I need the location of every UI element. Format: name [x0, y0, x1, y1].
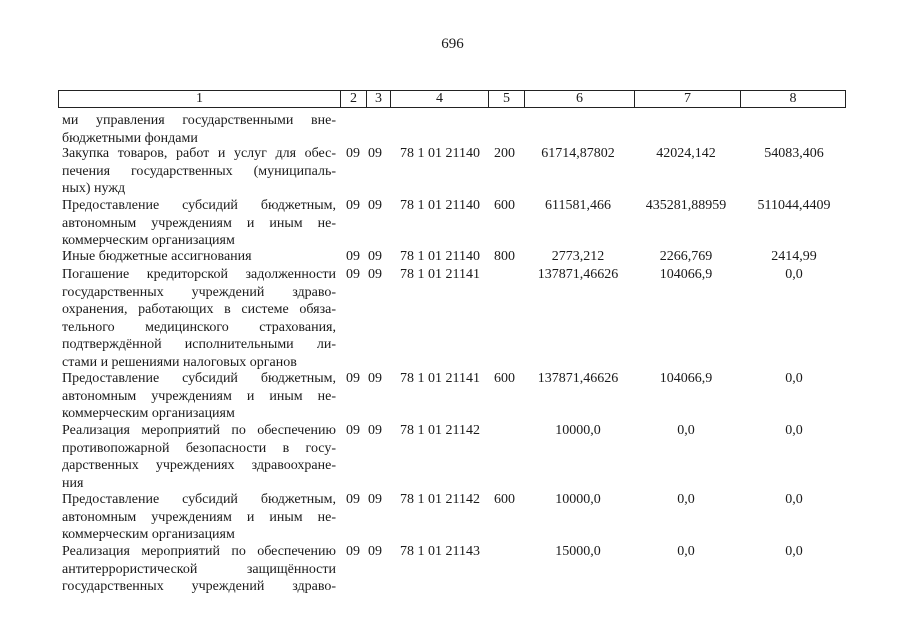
cell-col-6: 137871,46626 — [537, 267, 619, 282]
cell-col-2: 09 — [346, 146, 360, 161]
description-line: Закупка товаров, работ и услуг для обес- — [62, 146, 336, 161]
cell-col-2: 09 — [346, 249, 360, 264]
cell-col-6: 137871,46626 — [537, 371, 619, 386]
cell-col-2: 09 — [346, 198, 360, 213]
cell-col-2: 09 — [346, 371, 360, 386]
description-line: ных) нужд — [62, 181, 126, 196]
row-description — [62, 248, 336, 266]
cell-col-5: 600 — [494, 198, 515, 213]
cell-col-3: 09 — [368, 249, 382, 264]
description-line: государственных учреждений здраво- — [62, 284, 336, 300]
cell-col-4: 78 1 01 21141 — [400, 371, 480, 386]
description-line: подтверждённой исполнительными ли- — [62, 337, 336, 352]
cell-col-5: 200 — [494, 146, 515, 161]
cell-col-3: 09 — [368, 544, 382, 559]
cell-col-7: 435281,88959 — [645, 198, 727, 213]
row-description — [62, 491, 336, 544]
cell-col-3: 09 — [368, 267, 382, 282]
cell-col-3: 09 — [368, 492, 382, 507]
row-description — [62, 197, 336, 250]
description-line: Иные бюджетные ассигнования — [62, 249, 252, 264]
description-line: стами и решениями налоговых органов — [62, 354, 297, 370]
description-line: бюджетными фондами — [62, 130, 198, 146]
description-line: антитеррористической защищённости — [62, 561, 336, 577]
cell-col-7: 2266,769 — [659, 249, 713, 264]
cell-col-4: 78 1 01 21143 — [400, 544, 480, 559]
cell-col-3: 09 — [368, 146, 382, 161]
row-description — [62, 145, 336, 198]
table-header — [58, 90, 846, 108]
cell-col-6: 10000,0 — [555, 492, 601, 507]
cell-col-8: 0,0 — [785, 371, 803, 386]
description-line: тельного медицинского страхования, — [62, 319, 336, 335]
description-line: Предоставление субсидий бюджетным, — [62, 198, 336, 213]
cell-col-6: 10000,0 — [555, 423, 601, 438]
cell-col-5: 800 — [494, 249, 515, 264]
cell-col-8: 0,0 — [785, 492, 803, 507]
cell-col-4: 78 1 01 21140 — [400, 198, 480, 213]
description-line: автономным учреждениям и иным не- — [62, 509, 336, 525]
cell-col-7: 0,0 — [677, 423, 695, 438]
cell-col-8: 0,0 — [785, 267, 803, 282]
row-description — [62, 422, 336, 492]
header-col-5: 5 — [488, 91, 524, 107]
page-number: 696 — [441, 36, 464, 52]
cell-col-7: 0,0 — [677, 544, 695, 559]
cell-col-2: 09 — [346, 267, 360, 282]
header-col-8: 8 — [740, 91, 845, 107]
header-col-3: 3 — [366, 91, 390, 107]
header-col-7: 7 — [634, 91, 740, 107]
description-line: государственных учреждений здраво- — [62, 579, 336, 594]
cell-col-5: 600 — [494, 371, 515, 386]
cell-col-7: 42024,142 — [656, 146, 716, 161]
header-col-2: 2 — [340, 91, 366, 107]
description-line: Погашение кредиторской задолженности — [62, 267, 336, 282]
description-line: противопожарной безопасности в госу- — [62, 440, 336, 456]
cell-col-3: 09 — [368, 423, 382, 438]
description-line: Реализация мероприятий по обеспечению — [62, 423, 336, 438]
cell-col-2: 09 — [346, 423, 360, 438]
description-line: автономным учреждениям и иным не- — [62, 215, 336, 231]
row-description — [62, 370, 336, 423]
description-line: Предоставление субсидий бюджетным, — [62, 492, 336, 507]
cell-col-4: 78 1 01 21140 — [400, 249, 480, 264]
cell-col-4: 78 1 01 21142 — [400, 492, 480, 507]
header-col-1: 1 — [196, 91, 203, 106]
cell-col-3: 09 — [368, 371, 382, 386]
cell-col-6: 611581,466 — [545, 198, 611, 213]
description-line: печения государственных (муниципаль- — [62, 163, 336, 179]
description-line: автономным учреждениям и иным не- — [62, 388, 336, 404]
cell-col-2: 09 — [346, 492, 360, 507]
header-col-4: 4 — [390, 91, 488, 107]
description-line: ния — [62, 475, 84, 491]
cell-col-8: 0,0 — [785, 544, 803, 559]
description-line: коммерческим организациям — [62, 406, 235, 421]
cell-col-6: 2773,212 — [551, 249, 605, 264]
cell-col-4: 78 1 01 21142 — [400, 423, 480, 438]
row-description — [62, 543, 336, 596]
description-line: Предоставление субсидий бюджетным, — [62, 371, 336, 386]
cell-col-8: 511044,4409 — [757, 198, 831, 213]
row-description — [62, 112, 336, 147]
cell-col-8: 2414,99 — [771, 249, 817, 264]
header-col-6: 6 — [524, 91, 634, 107]
description-line: коммерческим организациям — [62, 527, 235, 542]
cell-col-7: 104066,9 — [659, 267, 713, 282]
cell-col-3: 09 — [368, 198, 382, 213]
description-line: охранения, работающих в системе обяза- — [62, 302, 336, 317]
cell-col-7: 0,0 — [677, 492, 695, 507]
cell-col-2: 09 — [346, 544, 360, 559]
cell-col-7: 104066,9 — [659, 371, 713, 386]
cell-col-4: 78 1 01 21140 — [400, 146, 480, 161]
description-line: коммерческим организациям — [62, 233, 235, 248]
cell-col-8: 54083,406 — [764, 146, 824, 161]
cell-col-6: 61714,87802 — [541, 146, 615, 161]
cell-col-5: 600 — [494, 492, 515, 507]
cell-col-6: 15000,0 — [555, 544, 601, 559]
cell-col-4: 78 1 01 21141 — [400, 267, 480, 282]
description-line: дарственных учреждениях здравоохране- — [62, 458, 336, 473]
row-description — [62, 266, 336, 371]
cell-col-8: 0,0 — [785, 423, 803, 438]
description-line: Реализация мероприятий по обеспечению — [62, 544, 336, 559]
description-line: ми управления государственными вне- — [62, 113, 336, 128]
